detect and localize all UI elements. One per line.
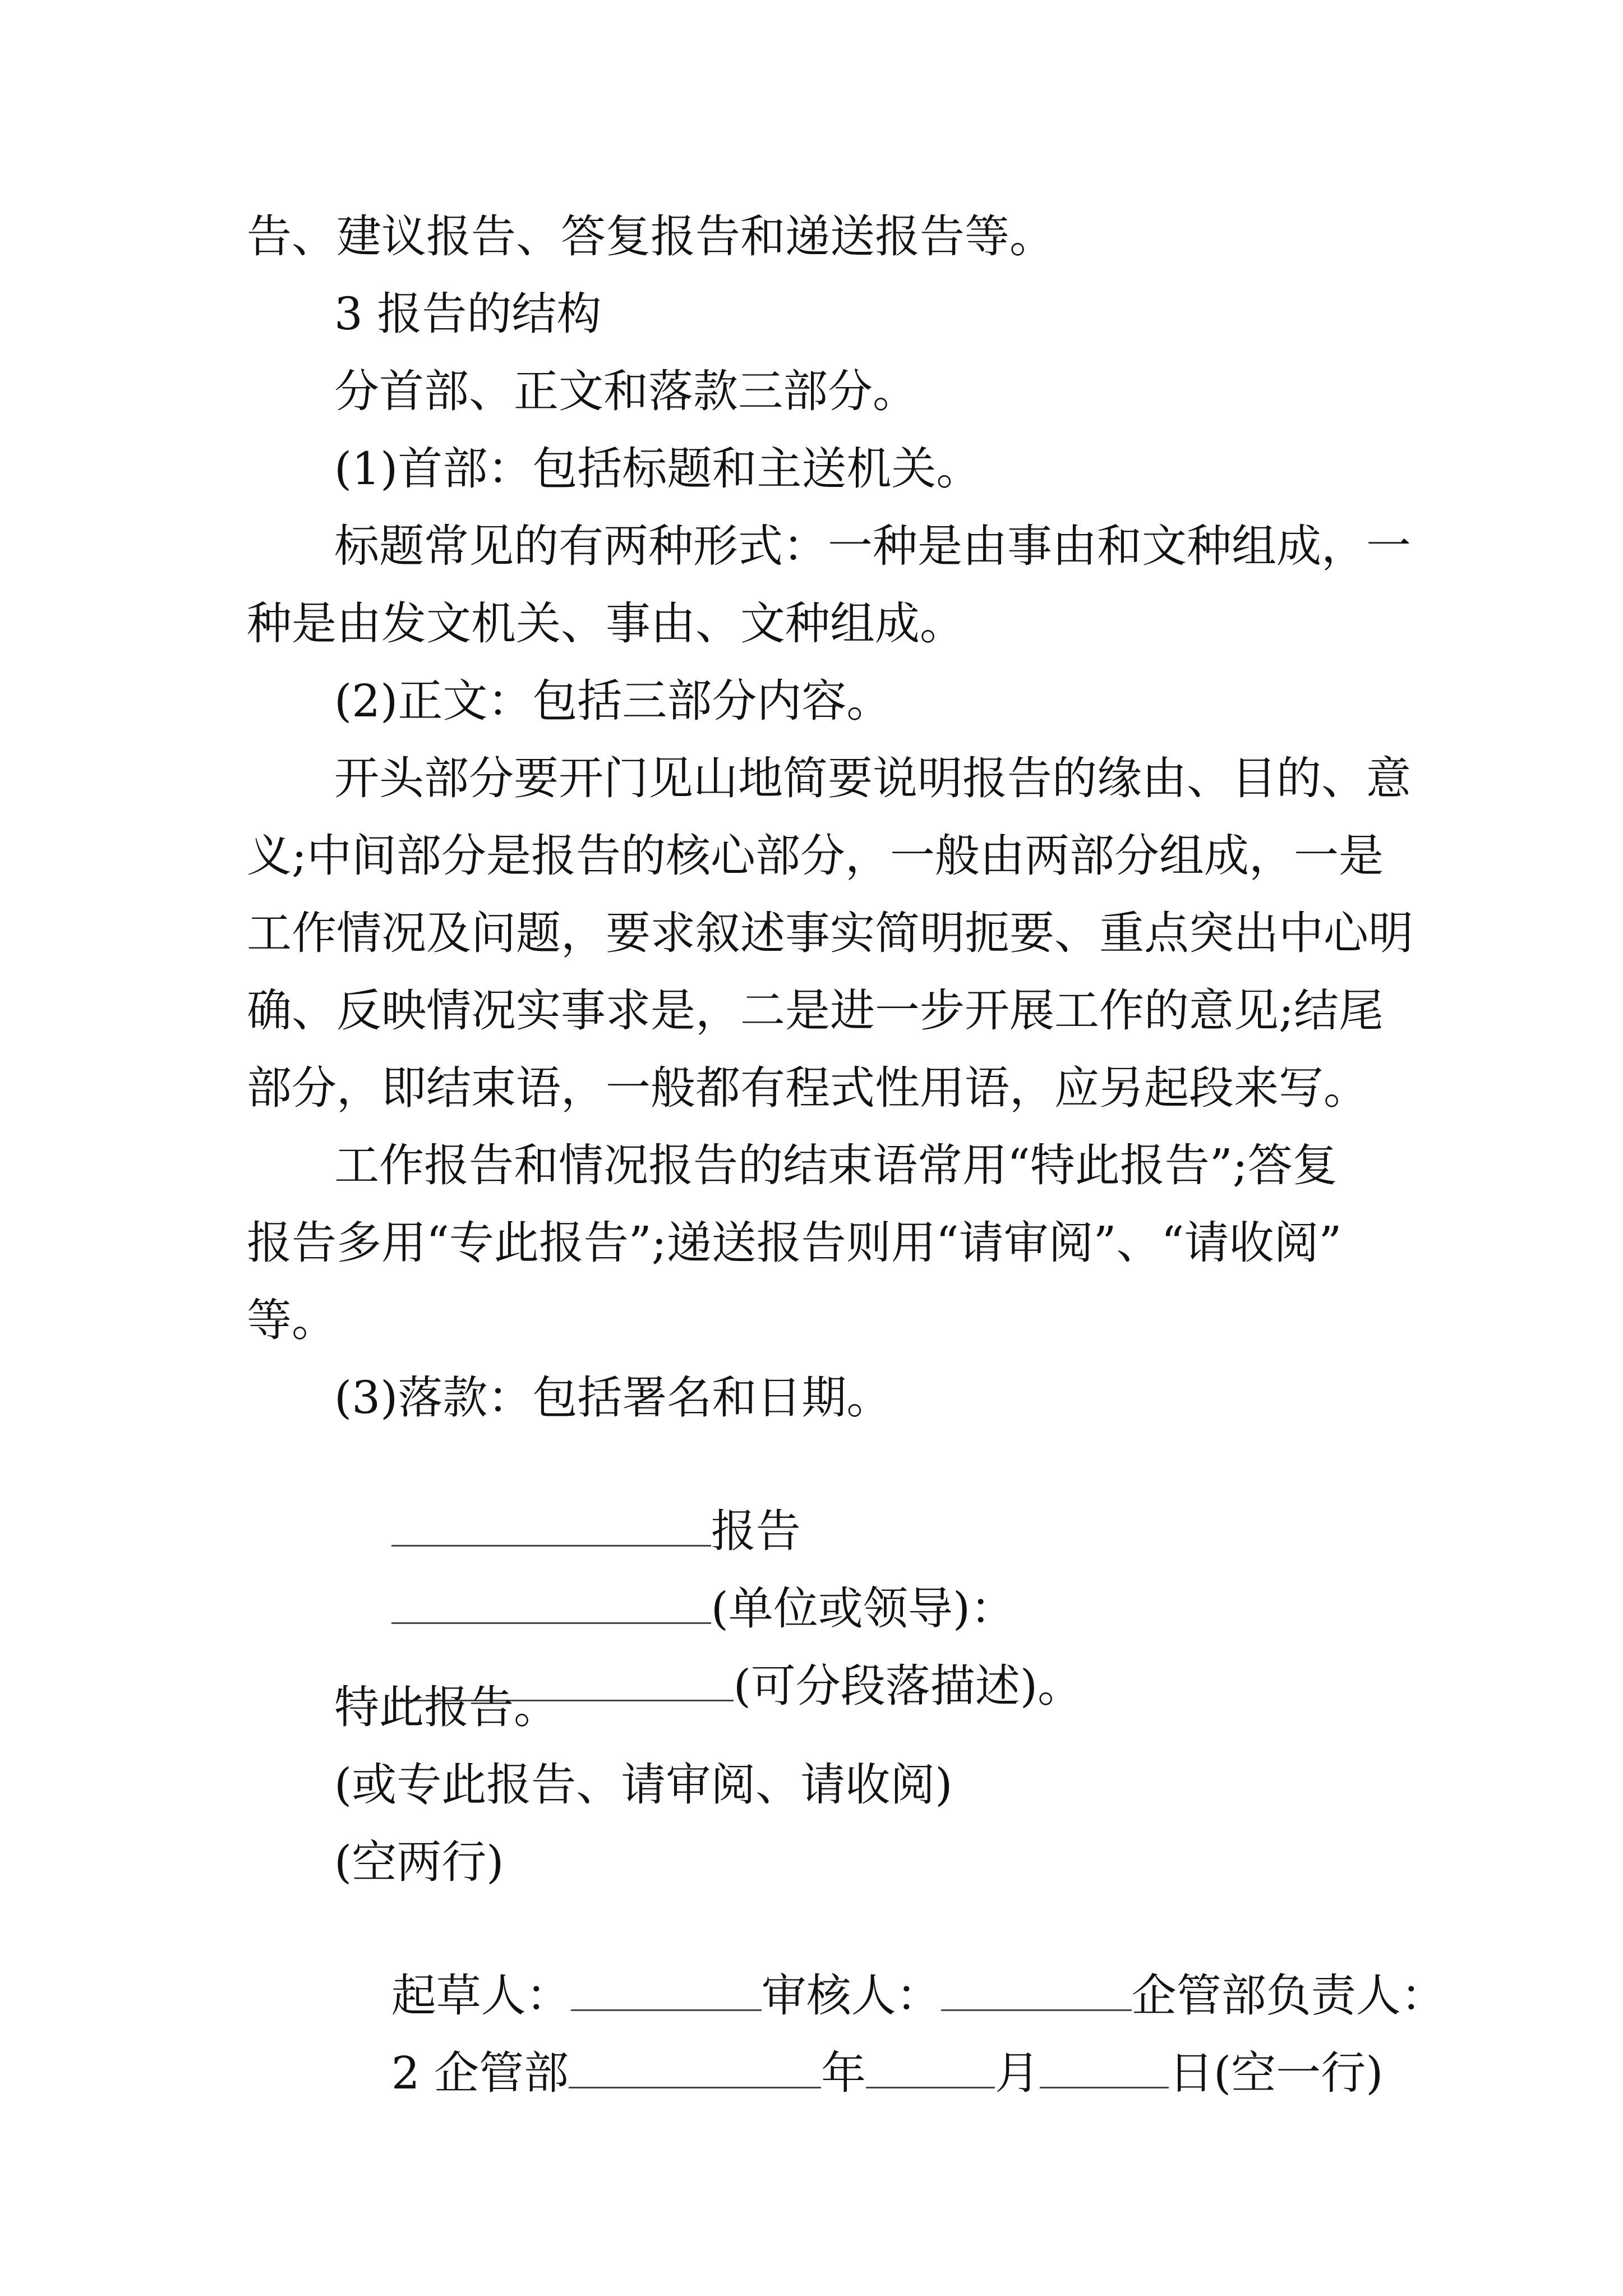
dept-blank[interactable] [569,2047,821,2088]
year-label: 年 [821,2047,866,2099]
closing-alternatives: (或专此报告、请审阅、请收阅) [334,1759,953,1811]
drafter-label: 起草人： [391,1970,571,2022]
text-line: 确、反映情况实事求是，二是进一步开展工作的意见;结尾 [247,984,1384,1037]
text-line: 种是由发文机关、事由、文种组成。 [247,597,965,650]
text-line: 开头部分要开门见山地简要说明报告的缘由、目的、意 [334,752,1411,804]
date-line [334,1989,1383,2157]
section-heading: 3 报告的结构 [334,288,602,340]
text-line: (3)落款：包括署名和日期。 [334,1372,892,1424]
text-line: 义;中间部分是报告的核心部分，一般由两部分组成，一是 [247,830,1384,882]
month-blank[interactable] [1040,2047,1169,2088]
text-line: (2)正文：包括三部分内容。 [334,675,892,727]
dept-head-label: 企管部负责人： [1131,1970,1446,2022]
blank-note: (空两行) [334,1836,504,1888]
recipient-suffix: (单位或领导)： [711,1582,1016,1635]
year-blank[interactable] [866,2047,995,2088]
text-line: 等。 [247,1294,336,1346]
text-line: 标题常见的有两种形式：一种是由事由和文种组成，一 [334,520,1411,572]
dept-prefix: 2 企管部 [391,2047,569,2099]
text-line: 报告多用“专此报告”;递送报告则用“请审阅”、“请收阅” [247,1217,1342,1269]
body-suffix: (可分段落描述)。 [733,1660,1083,1712]
day-label: 日(空一行) [1169,2047,1384,2099]
month-label: 月 [995,2047,1040,2099]
text-line: 工作情况及问题，要求叙述事实简明扼要、重点突出中心明 [247,907,1413,959]
reviewer-label: 审核人： [761,1970,941,2022]
text-line: 分首部、正文和落款三部分。 [334,365,917,417]
closing-line: 特此报告。 [334,1681,559,1733]
text-line: 部分，即结束语，一般都有程式性用语，应另起段来写。 [247,1062,1368,1114]
text-line: (1)首部：包括标题和主送机关。 [334,443,981,495]
title-suffix: 报告 [711,1505,801,1557]
text-line: 告、建议报告、答复报告和递送报告等。 [247,210,1054,263]
text-line: 工作报告和情况报告的结束语常用“特此报告”;答复 [334,1139,1338,1191]
